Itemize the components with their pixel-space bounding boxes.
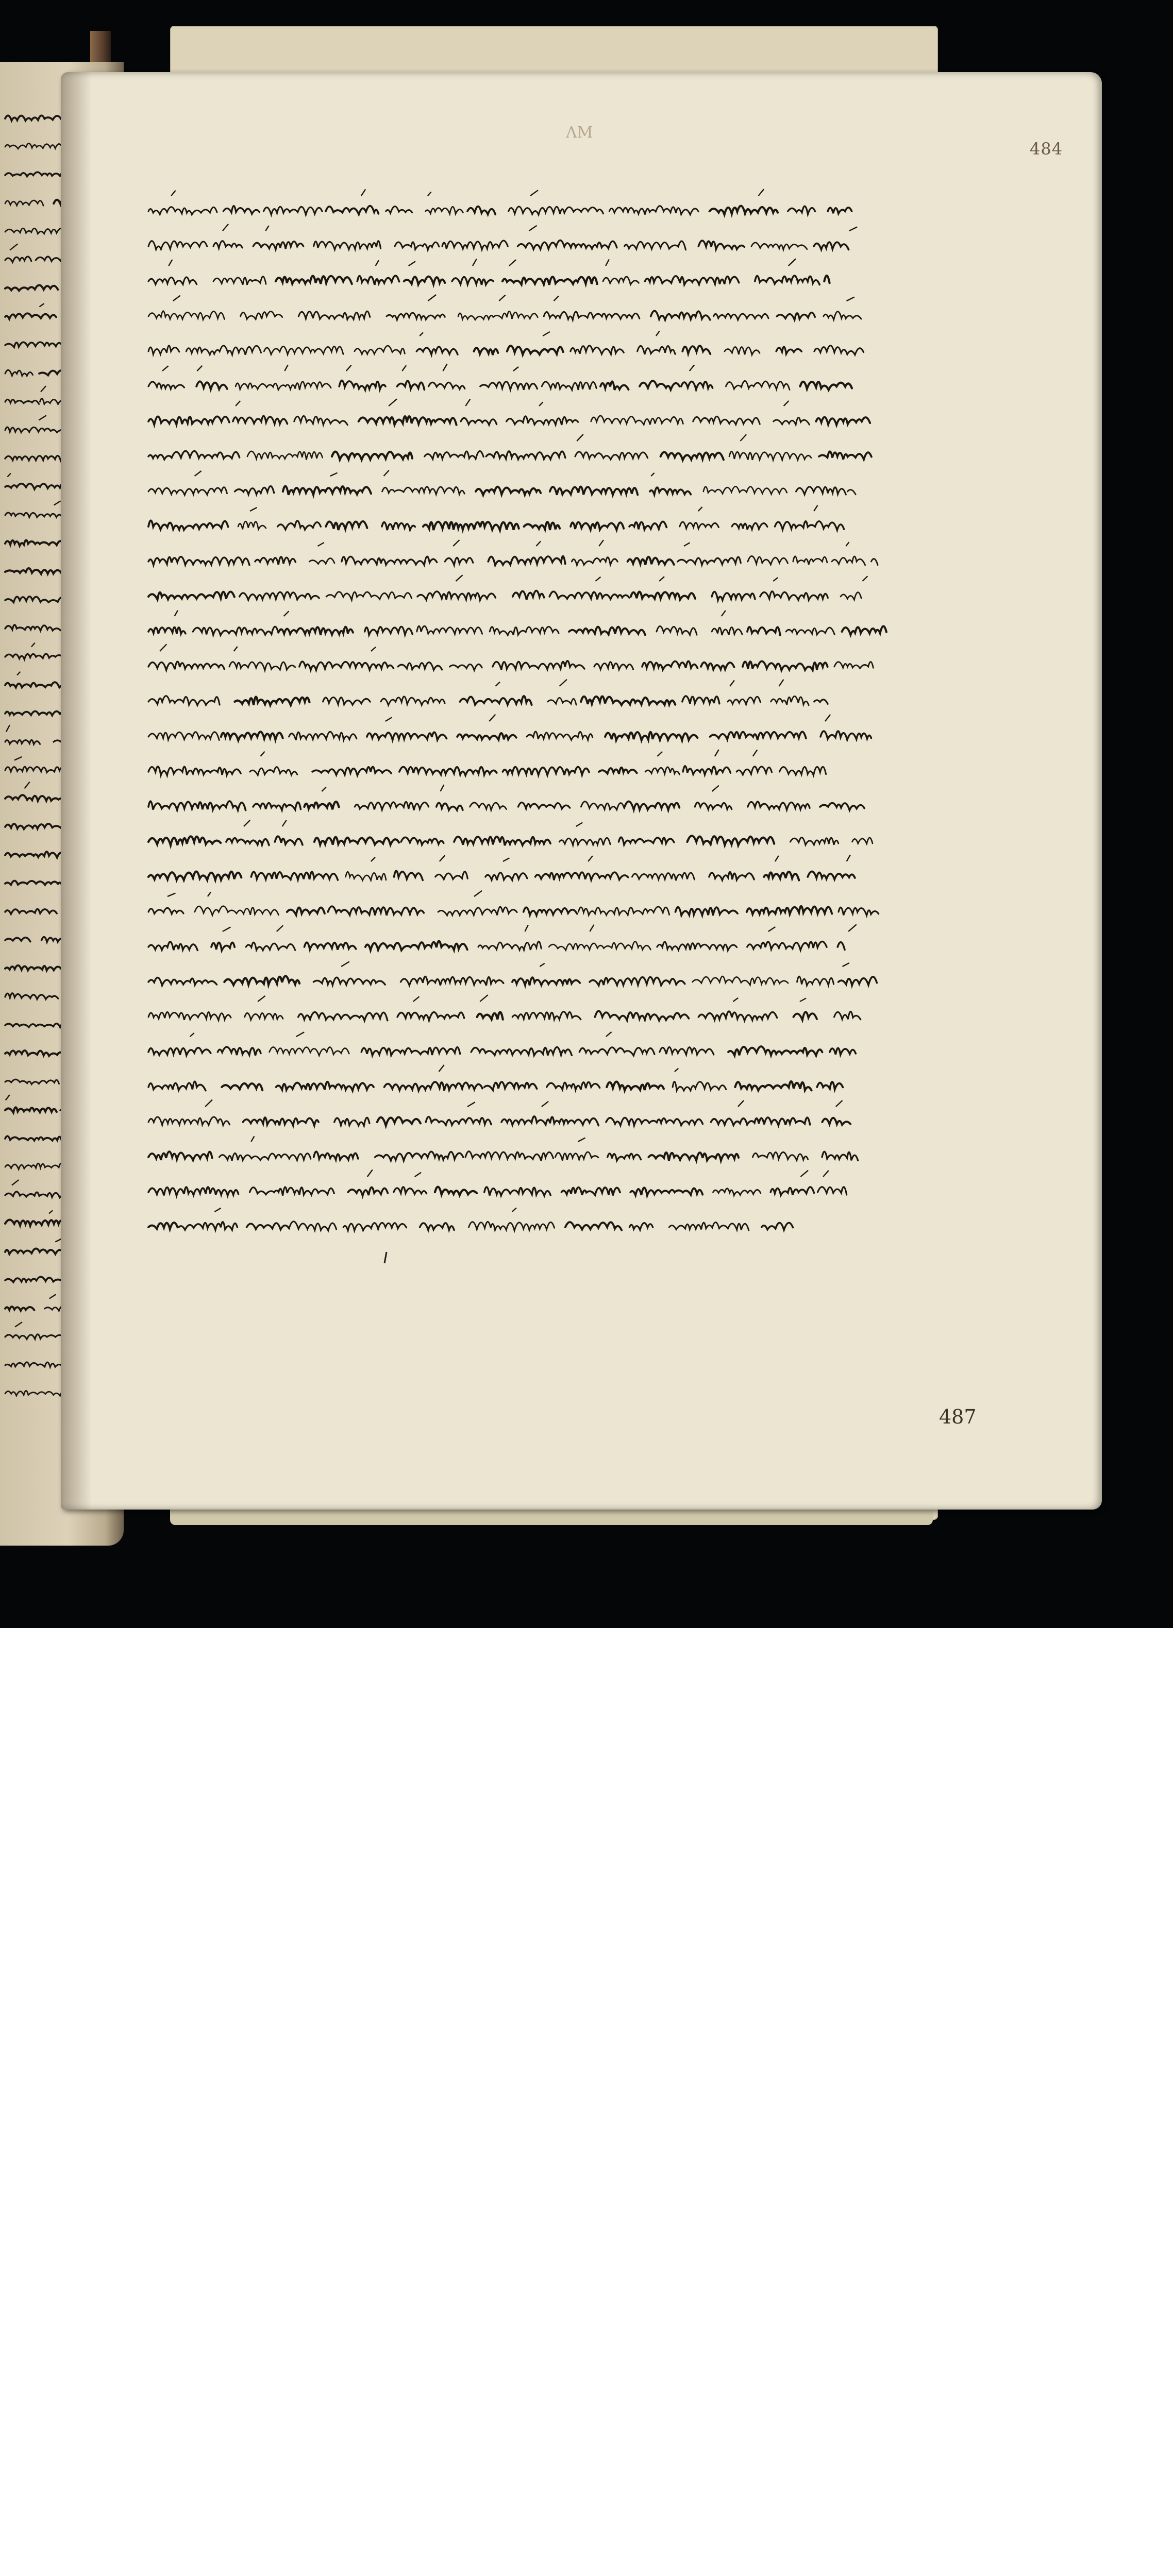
manuscript-line	[148, 505, 844, 530]
left-page-line	[5, 415, 66, 432]
manuscript-line	[148, 1170, 847, 1196]
manuscript-line	[148, 470, 856, 495]
manuscript-line	[148, 259, 830, 285]
manuscript-line	[148, 785, 864, 810]
manuscript-line	[148, 995, 861, 1021]
manuscript-line	[148, 364, 852, 390]
manuscript-line	[148, 540, 878, 565]
left-page-line	[5, 143, 62, 148]
manuscript-line	[148, 295, 861, 320]
left-page-line	[5, 782, 66, 801]
manuscript-line	[148, 1032, 856, 1056]
manuscript-line	[148, 434, 872, 460]
folio-number-bottom: 487	[939, 1405, 977, 1428]
manuscript-line	[148, 750, 826, 775]
manuscript-line	[148, 680, 828, 705]
footer-bar	[0, 1628, 1173, 1772]
manuscript-line	[148, 715, 872, 740]
manuscript-page	[61, 72, 1102, 1510]
manuscript-line	[148, 1136, 858, 1161]
manuscript-line	[148, 855, 855, 880]
manuscript-line	[148, 331, 864, 355]
manuscript-line	[148, 1208, 793, 1231]
manuscript-line	[148, 224, 857, 250]
manuscript-line	[148, 575, 867, 600]
manuscript-line	[148, 611, 886, 635]
stray-ink-mark	[384, 1252, 387, 1263]
manuscript-line	[148, 189, 852, 215]
manuscript-line	[148, 644, 873, 670]
left-page-line	[5, 672, 68, 688]
faint-margin-note: ΛΜ	[566, 124, 593, 142]
manuscript-line	[148, 891, 879, 916]
manuscript-line	[148, 924, 857, 951]
left-page-line	[5, 937, 65, 942]
manuscript-line	[148, 399, 870, 425]
gutter-shadow	[61, 72, 92, 1510]
manuscript-line	[148, 1100, 850, 1126]
folio-number-top: 484	[1030, 139, 1063, 159]
manuscript-line	[148, 820, 873, 845]
manuscript-line	[148, 1065, 843, 1091]
manuscript-line	[148, 961, 877, 985]
